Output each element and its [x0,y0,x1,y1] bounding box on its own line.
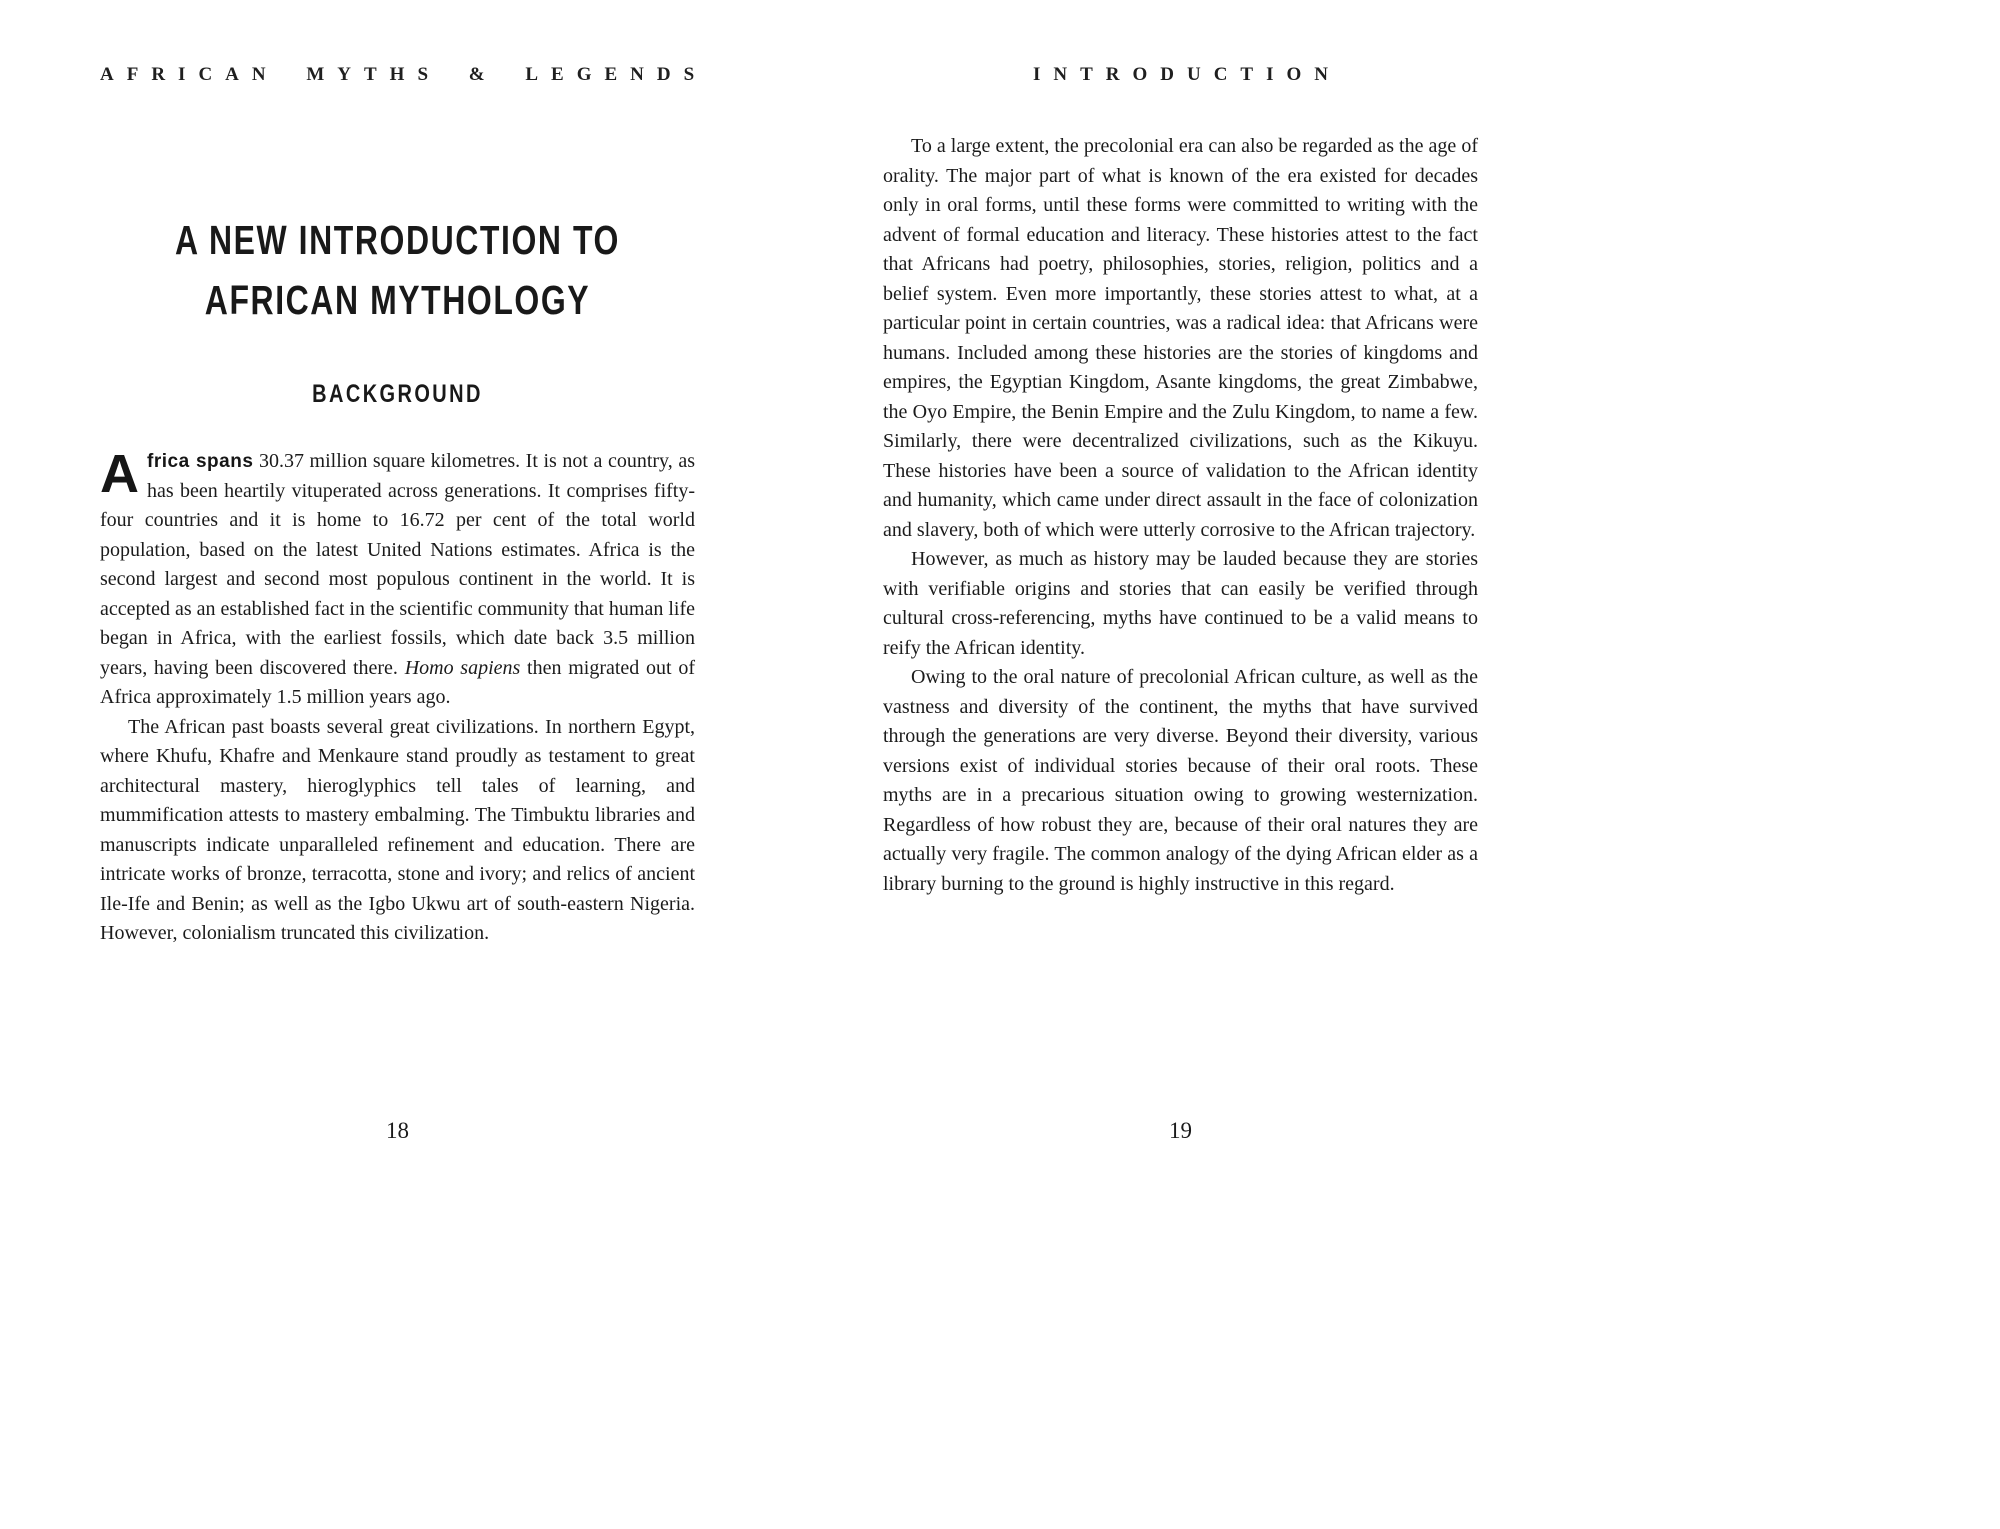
running-header-right: INTRODUCTION [1032,64,1342,85]
chapter-title [165,210,629,330]
page-number-left: 18 [386,1118,409,1143]
paragraph-text: 30.37 million square kilometres. It is not a country, as has been heartily vituperated across generations. It comprises fifty-four countries and it is home to 16.72 per cent of the total world population, based on the latest United Nations estimates. Africa is the second largest and second most populous continent in the world. It is accepted as an established fact in the scientific community that human life began in Africa, with the earliest fossils, which date back 3.5 million years, having been discovered there. [100,450,695,679]
running-header-left: AFRICAN MYTHS & LEGENDS [100,64,708,85]
page-number-right: 19 [1169,1118,1192,1143]
paragraph-text: then migrated out of Africa approximately 1.5 million years ago. [100,656,695,708]
chapter-title-line-1: A NEW INTRODUCTION TO [175,217,620,263]
species-name-italic: Homo sapiens [404,656,521,679]
paragraph-right-1: To a large extent, the precolonial era can also be regarded as the age of orality. The major part of what is known of the era existed for decades only in oral forms, until these forms were committed to writing with the advent of formal education and literacy. These histories attest to the fact that Africans had poetry, philosophies, stories, religion, politics and a belief system. Even more importantly, these stories attest to what, at a particular point in certain countries, was a radical idea: that Africans were humans. Included among these histories are the stories of kingdoms and empires, the Egyptian Kingdom, Asante kingdoms, the great Zimbabwe, the Oyo Empire, the Benin Empire and the Zulu Kingdom, to name a few. Similarly, there were decentralized civilizations, such as the Kikuyu. These histories have been a source of validation to the African identity and humanity, which came under direct assault in the face of colonization and slavery, both of which were utterly corrosive to the African trajectory. [883,135,1478,541]
page-right [883,0,1478,1529]
body-text-left [100,444,695,949]
chapter-title-line-2: AFRICAN MYTHOLOGY [204,277,591,323]
body-text-right [883,132,1478,899]
drop-cap: A [100,444,139,504]
paragraph-left-1 [100,444,695,713]
section-heading: BACKGROUND [312,380,483,408]
paragraph-left-2: The African past boasts several great civilizations. In northern Egypt, where Khufu, Khafre and Menkaure stand proudly as testament to great architectural mastery, hieroglyphics tell tales of learning, and mummification attests to mastery embalming. The Timbuktu libraries and manuscripts indicate unparalleled refinement and education. There are intricate works of bronze, terracotta, stone and ivory; and relics of ancient Ile-Ife and Benin; as well as the Igbo Ukwu art of south-eastern Nigeria. However, colonialism truncated this civilization. [100,715,695,944]
lead-bold-text: frica spans [147,451,254,472]
page-left [100,0,708,1529]
paragraph-right-3: Owing to the oral nature of precolonial African culture, as well as the vastness and diversity of the continent, the myths that have survived through the generations are very diverse. Beyond their diversity, various versions exist of individual stories because of their oral roots. These myths are in a precarious situation owing to growing westernization. Regardless of how robust they are, because of their oral natures they are actually very fragile. The common analogy of the dying African elder as a library burning to the ground is highly instructive in this regard. [883,666,1478,895]
paragraph-right-2: However, as much as history may be lauded because they are stories with verifiable origins and stories that can easily be verified through cultural cross-referencing, myths have continued to be a valid means to reify the African identity. [883,548,1478,659]
